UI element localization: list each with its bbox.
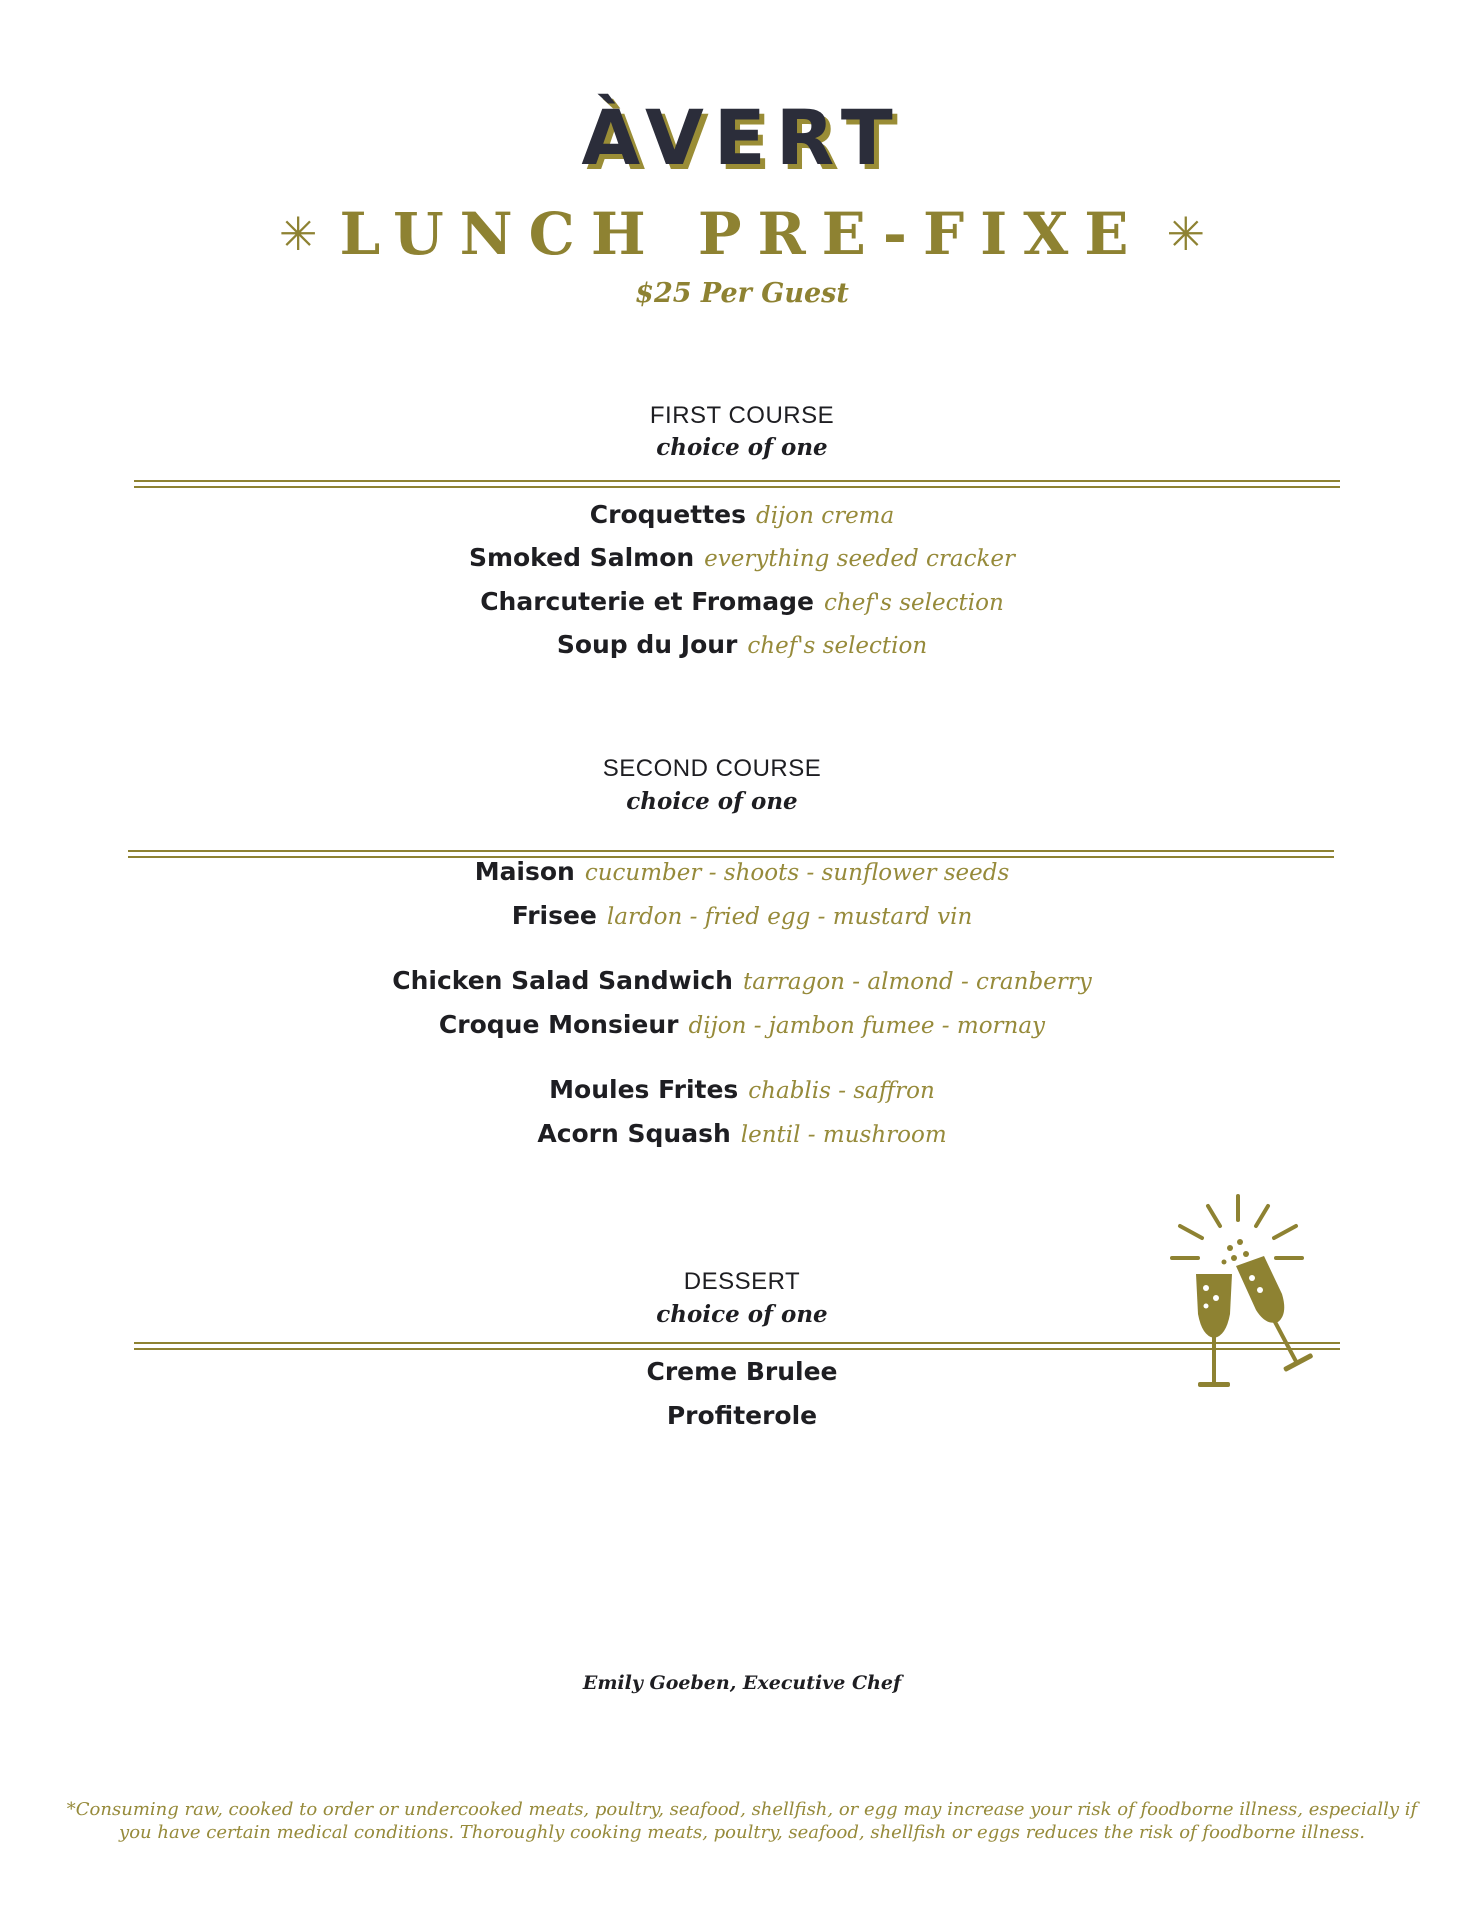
menu-item [0, 630, 1484, 661]
menu-item [0, 587, 1484, 618]
menu-title-row [0, 200, 1484, 268]
item-description: chef's selection [824, 590, 1004, 616]
section-divider [134, 480, 1340, 488]
item-name: Croquettes [589, 500, 747, 529]
menu-title: LUNCH PRE-FIXE [339, 200, 1145, 268]
course-heading-first: FIRST COURSE [649, 402, 835, 429]
item-name: Soup du Jour [556, 630, 738, 659]
menu-item [0, 543, 1484, 574]
item-name: Profiterole [666, 1401, 818, 1430]
item-name: Maison [474, 857, 575, 886]
item-name: Smoked Salmon [468, 543, 695, 572]
course-heading-second: SECOND COURSE [602, 755, 822, 782]
item-description: cucumber - shoots - sunflower seeds [584, 860, 1010, 886]
course-subheading-first: choice of one [656, 434, 828, 461]
menu-item [0, 901, 1484, 932]
menu-item [0, 1119, 1484, 1150]
course-subheading-second: choice of one [626, 788, 798, 815]
item-description: chef's selection [747, 633, 928, 659]
course-subheading-dessert: choice of one [656, 1301, 828, 1328]
menu-item [0, 857, 1484, 888]
item-name: Creme Brulee [646, 1357, 838, 1386]
restaurant-logo: ÀVERT [581, 93, 903, 182]
star-icon: ✳ [1166, 207, 1206, 261]
menu-item [0, 1075, 1484, 1106]
menu-item [0, 500, 1484, 531]
item-description: tarragon - almond - cranberry [742, 969, 1092, 995]
item-description: lardon - fried egg - mustard vin [606, 904, 973, 930]
item-name: Moules Frites [549, 1075, 739, 1104]
food-safety-disclaimer: *Consuming raw, cooked to order or undercooked meats, poultry, seafood, shellfish, or egg may increase your risk of foodborne illness, especially if you have certain medical conditions. Thoroughly cooking meats, poultry, seafood, shellfish or eggs reduces the risk of foodborne illness. [66, 1799, 1418, 1844]
menu-item [0, 1010, 1484, 1041]
item-name: Charcuterie et Fromage [480, 587, 814, 616]
item-description: everything seeded cracker [704, 546, 1016, 572]
star-icon: ✳ [278, 207, 318, 261]
item-description: dijon crema [756, 503, 895, 529]
price-per-guest: $25 Per Guest [635, 278, 849, 309]
champagne-toast-icon [1160, 1186, 1330, 1406]
item-description: chablis - saffron [748, 1078, 935, 1104]
item-name: Frisee [511, 901, 597, 930]
item-name: Chicken Salad Sandwich [392, 966, 733, 995]
item-description: lentil - mushroom [740, 1122, 947, 1148]
item-name: Acorn Squash [537, 1119, 731, 1148]
item-name: Croque Monsieur [438, 1010, 679, 1039]
menu-item [0, 966, 1484, 997]
course-heading-dessert: DESSERT [683, 1268, 801, 1295]
item-description: dijon - jambon fumee - mornay [688, 1013, 1046, 1039]
chef-credit: Emily Goeben, Executive Chef [582, 1672, 902, 1694]
